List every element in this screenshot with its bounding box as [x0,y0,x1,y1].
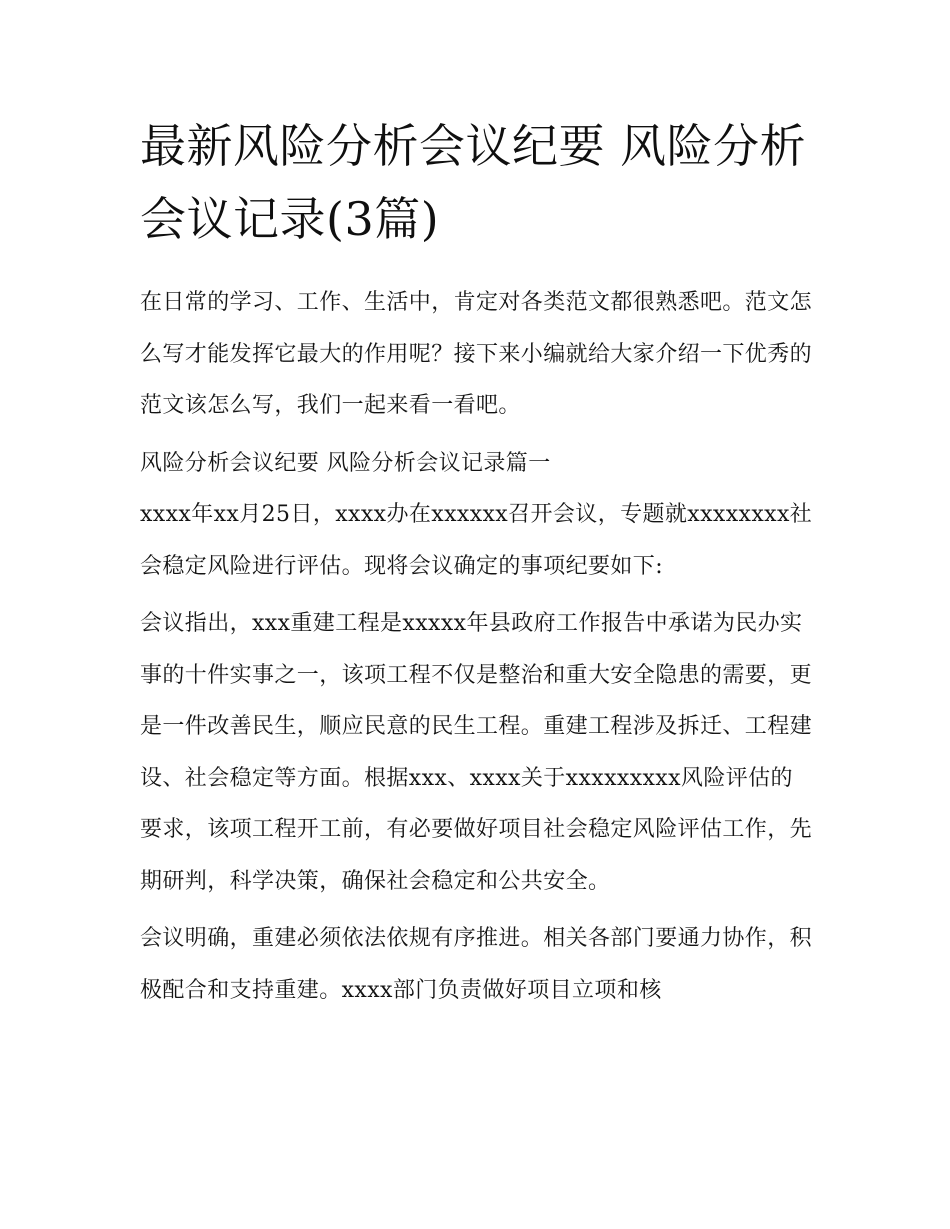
section-heading: 风险分析会议纪要 风险分析会议记录篇一 [140,450,551,476]
body-paragraph-1: xxxx年xx月25日，xxxx办在xxxxxx召开会议，专题就xxxxxxxx社会稳定风险进行评估。现将会议确定的事项纪要如下: [140,502,813,579]
document-body [140,277,815,1022]
body-paragraph-3: 会议明确，重建必须依法依规有序推进。相关各部门要通力协作，积极配合和支持重建。xxxx部门负责做好项目立项和核 [140,926,813,1003]
body-paragraph-2: 会议指出，xxx重建工程是xxxxx年县政府工作报告中承诺为民办实事的十件实事之一，该项工程不仅是整治和重大安全隐患的需要，更是一件改善民生，顺应民意的民生工程。重建工程涉及拆迁、工程建设、社会稳定等方面。根据xxx、xxxx关于xxxxxxxxx风险评估的要求，该项工程开工前，有必要做好项目社会稳定风险评估工作，先期研判，科学决策，确保社会稳定和公共安全。 [140,611,813,894]
intro-paragraph: 在日常的学习、工作、生活中，肯定对各类范文都很熟悉吧。范文怎么写才能发挥它最大的作用呢？接下来小编就给大家介绍一下优秀的范文该怎么写，我们一起来看一看吧。 [140,290,813,418]
document-title: 最新风险分析会议纪要 风险分析会议记录(3篇) [140,119,807,246]
